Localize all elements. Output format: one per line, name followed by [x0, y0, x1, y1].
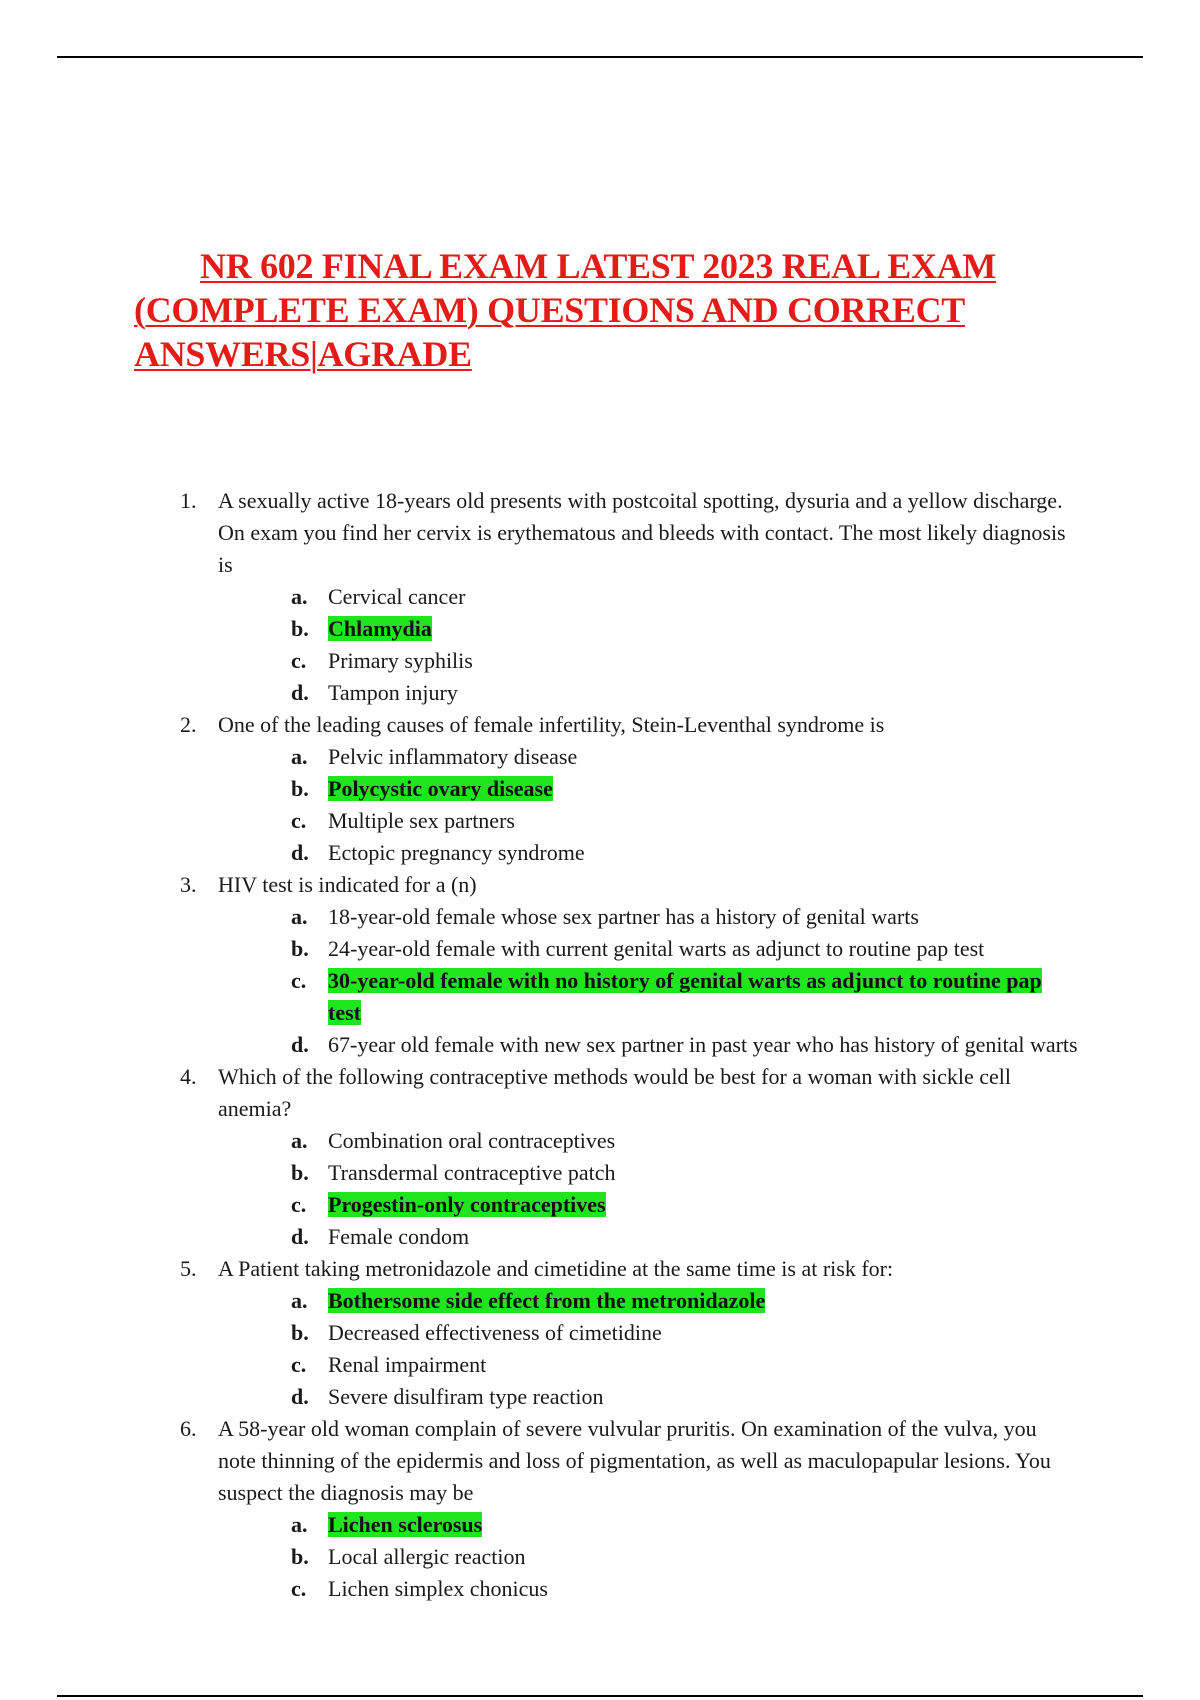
- option-list: [218, 1509, 1080, 1605]
- option-text: Tampon injury: [328, 680, 458, 705]
- question-item: [180, 709, 1080, 869]
- option-list: [218, 1125, 1080, 1253]
- question-item: [180, 1413, 1080, 1605]
- option-letter: d.: [291, 1224, 309, 1249]
- option-letter: d.: [291, 840, 309, 865]
- answer-option: [218, 1541, 1080, 1573]
- question-number: 2.: [180, 712, 197, 737]
- option-text-highlighted: Lichen sclerosus: [328, 1512, 483, 1537]
- correct-answer-option: [218, 1509, 1080, 1541]
- option-letter: c.: [291, 648, 307, 673]
- question-number: 4.: [180, 1064, 197, 1089]
- option-text: Renal impairment: [328, 1352, 487, 1377]
- option-letter: a.: [291, 1288, 308, 1313]
- answer-option: [218, 1381, 1080, 1413]
- answer-option: [218, 805, 1080, 837]
- option-text-highlighted: Chlamydia: [328, 616, 432, 641]
- option-letter: b.: [291, 1544, 309, 1569]
- option-text: Severe disulfiram type reaction: [328, 1384, 604, 1409]
- option-letter: c.: [291, 1352, 307, 1377]
- option-text: Transdermal contraceptive patch: [328, 1160, 616, 1185]
- option-letter: a.: [291, 1128, 308, 1153]
- question-number: 5.: [180, 1256, 197, 1281]
- option-text: Local allergic reaction: [328, 1544, 526, 1569]
- option-list: [218, 741, 1080, 869]
- question-text: A 58-year old woman complain of severe vulvular pruritis. On examination of the vulva, you note thinning of the epidermis and loss of pigmentation, as well as maculopapular lesions. You suspect the diagnosis may be: [218, 1416, 1051, 1505]
- answer-option: [218, 645, 1080, 677]
- option-letter: b.: [291, 1160, 309, 1185]
- option-text: Female condom: [328, 1224, 470, 1249]
- option-letter: d.: [291, 1032, 309, 1057]
- question-number: 6.: [180, 1416, 197, 1441]
- answer-option: [218, 1221, 1080, 1253]
- answer-option: [218, 1029, 1080, 1061]
- option-list: [218, 1285, 1080, 1413]
- question-number: 1.: [180, 488, 197, 513]
- option-text: Ectopic pregnancy syndrome: [328, 840, 585, 865]
- answer-option: [218, 581, 1080, 613]
- correct-answer-option: [218, 1189, 1080, 1221]
- option-letter: d.: [291, 1384, 309, 1409]
- option-letter: b.: [291, 616, 309, 641]
- correct-answer-option: [218, 965, 1080, 1029]
- option-text: 67-year old female with new sex partner in past year who has history of genital warts: [328, 1032, 1078, 1057]
- document-title: NR 602 FINAL EXAM LATEST 2023 REAL EXAM (COMPLETE EXAM) QUESTIONS AND CORRECT ANSWERS|AGRADE: [134, 246, 997, 374]
- answer-option: [218, 1125, 1080, 1157]
- question-list: [180, 485, 1080, 1605]
- question-text: A sexually active 18-years old presents with postcoital spotting, dysuria and a yellow discharge. On exam you find her cervix is erythematous and bleeds with contact. The most likely diagnosis is: [218, 488, 1066, 577]
- question-number: 3.: [180, 872, 197, 897]
- question-text: A Patient taking metronidazole and cimetidine at the same time is at risk for:: [218, 1256, 894, 1281]
- question-item: [180, 485, 1080, 709]
- option-list: [218, 581, 1080, 709]
- question-item: [180, 1061, 1080, 1253]
- option-text: Decreased effectiveness of cimetidine: [328, 1320, 662, 1345]
- option-text: Cervical cancer: [328, 584, 466, 609]
- option-letter: b.: [291, 776, 309, 801]
- option-letter: b.: [291, 1320, 309, 1345]
- question-text: Which of the following contraceptive methods would be best for a woman with sickle cell anemia?: [218, 1064, 1011, 1121]
- answer-option: [218, 1157, 1080, 1189]
- correct-answer-option: [218, 773, 1080, 805]
- option-letter: b.: [291, 936, 309, 961]
- option-letter: a.: [291, 584, 308, 609]
- option-letter: c.: [291, 808, 307, 833]
- answer-option: [218, 1349, 1080, 1381]
- bottom-rule: [57, 1695, 1143, 1697]
- option-text-highlighted: Progestin-only contraceptives: [328, 1192, 606, 1217]
- option-text: Multiple sex partners: [328, 808, 515, 833]
- answer-option: [218, 1573, 1080, 1605]
- question-text: HIV test is indicated for a (n): [218, 872, 477, 897]
- option-letter: a.: [291, 1512, 308, 1537]
- option-text-highlighted: Bothersome side effect from the metronidazole: [328, 1288, 766, 1313]
- option-letter: d.: [291, 680, 309, 705]
- option-text: Primary syphilis: [328, 648, 473, 673]
- option-list: [218, 901, 1080, 1061]
- answer-option: [218, 1317, 1080, 1349]
- option-letter: c.: [291, 968, 307, 993]
- option-text-highlighted: Polycystic ovary disease: [328, 776, 553, 801]
- question-item: [180, 1253, 1080, 1413]
- answer-option: [218, 933, 1080, 965]
- answer-option: [218, 741, 1080, 773]
- option-text: 24-year-old female with current genital warts as adjunct to routine pap test: [328, 936, 985, 961]
- correct-answer-option: [218, 1285, 1080, 1317]
- correct-answer-option: [218, 613, 1080, 645]
- option-text: 18-year-old female whose sex partner has a history of genital warts: [328, 904, 919, 929]
- option-text-highlighted: 30-year-old female with no history of genital warts as adjunct to routine pap test: [328, 968, 1042, 1025]
- option-letter: c.: [291, 1576, 307, 1601]
- top-rule: [57, 56, 1143, 58]
- answer-option: [218, 677, 1080, 709]
- answer-option: [218, 901, 1080, 933]
- option-letter: a.: [291, 744, 308, 769]
- option-letter: a.: [291, 904, 308, 929]
- option-text: Lichen simplex chonicus: [328, 1576, 548, 1601]
- option-text: Combination oral contraceptives: [328, 1128, 616, 1153]
- question-text: One of the leading causes of female infertility, Stein-Leventhal syndrome is: [218, 712, 885, 737]
- option-text: Pelvic inflammatory disease: [328, 744, 578, 769]
- question-item: [180, 869, 1080, 1061]
- answer-option: [218, 837, 1080, 869]
- option-letter: c.: [291, 1192, 307, 1217]
